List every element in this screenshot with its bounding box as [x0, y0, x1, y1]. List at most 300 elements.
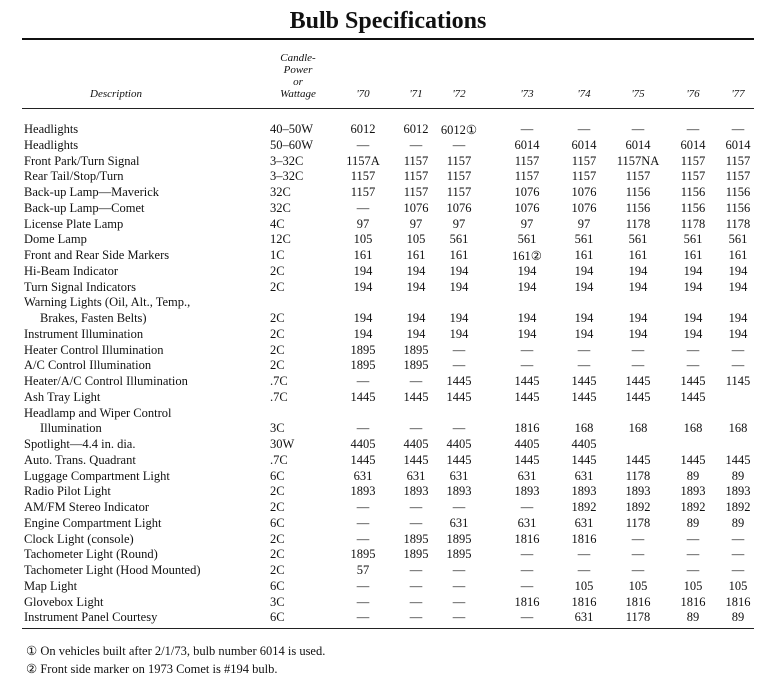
row-value: 631	[449, 515, 469, 530]
row-value: 1893	[403, 484, 429, 499]
row-value: 194	[628, 279, 648, 294]
row-description: Headlights	[24, 122, 79, 136]
row-candle-power: 6C	[270, 468, 285, 483]
row-value: 89	[731, 468, 745, 483]
row-value: —	[356, 200, 370, 215]
page-title: Bulb Specifications	[289, 8, 487, 34]
table-row	[0, 563, 776, 579]
row-value: 1157	[625, 169, 651, 184]
row-candle-power: 12C	[270, 232, 291, 247]
row-value: 1157	[446, 153, 472, 168]
row-value: —	[577, 122, 591, 136]
row-value: 1893	[625, 484, 651, 499]
row-value: 1445	[571, 452, 597, 467]
row-value: 631	[574, 468, 594, 483]
table-row	[0, 232, 776, 248]
row-value: 1157	[350, 185, 376, 199]
row-value: 1445	[514, 389, 540, 404]
row-value: 161	[574, 248, 594, 262]
row-candle-power: 3C	[270, 594, 285, 609]
row-value: 1892	[625, 500, 651, 514]
row-value: —	[409, 374, 423, 388]
row-value: 1816	[625, 594, 651, 609]
row-value: 194	[406, 263, 426, 278]
row-value: 1156	[725, 200, 751, 215]
table-row	[0, 169, 776, 185]
row-value: 168	[683, 421, 703, 436]
row-description: Heater Control Illumination	[24, 342, 164, 357]
row-value: 1157	[403, 185, 429, 199]
row-value: —	[520, 578, 534, 593]
header-year: '71	[409, 88, 423, 100]
row-value: 1445	[403, 389, 429, 404]
row-value: 194	[449, 263, 469, 278]
row-value: 105	[353, 232, 373, 247]
table-row	[0, 390, 776, 406]
header-year: '76	[686, 88, 700, 100]
footnote-2: ② Front side marker on 1973 Comet is #194 bulb.	[26, 662, 278, 676]
row-value: —	[520, 342, 534, 357]
header-cp-line: Candle-	[280, 52, 316, 64]
row-description: A/C Control Illumination	[24, 358, 152, 373]
row-value: 194	[683, 326, 703, 341]
row-value: —	[731, 342, 745, 357]
row-value: 168	[728, 421, 748, 436]
row-value: 161	[406, 248, 426, 262]
row-value: —	[731, 547, 745, 562]
row-value: 1892	[725, 500, 751, 514]
row-value: 1445	[680, 452, 706, 467]
table-row	[0, 610, 776, 626]
row-description: Front Park/Turn Signal	[24, 153, 140, 168]
row-candle-power: 2C	[270, 263, 285, 278]
header-candle-power	[262, 52, 334, 100]
row-value: 161	[728, 248, 748, 262]
row-value: 1445	[571, 374, 597, 388]
table-row	[0, 500, 776, 516]
table-row	[0, 358, 776, 374]
row-description: Luggage Compartment Light	[24, 468, 170, 483]
row-value: 105	[406, 232, 426, 247]
table-row	[0, 264, 776, 280]
row-value: 6014	[571, 137, 597, 152]
row-value: —	[409, 137, 423, 152]
bottom-rule	[22, 628, 754, 629]
row-value: 1893	[446, 484, 472, 499]
row-description: Illumination	[40, 421, 102, 436]
row-value: 561	[628, 232, 648, 247]
row-value: —	[356, 515, 370, 530]
row-value: —	[452, 137, 466, 152]
row-value: 194	[728, 263, 748, 278]
row-value: 6012	[403, 122, 429, 136]
row-candle-power: 40–50W	[270, 122, 314, 136]
row-value: —	[731, 122, 745, 136]
header-year: '74	[577, 88, 591, 100]
row-value: 194	[683, 311, 703, 325]
row-value: 1157	[514, 153, 540, 168]
row-value: —	[452, 610, 466, 625]
row-value: 1895	[403, 358, 429, 373]
row-value: 561	[728, 232, 748, 247]
row-value: 1816	[514, 594, 540, 609]
row-value: 631	[574, 610, 594, 625]
row-value: 194	[406, 279, 426, 294]
row-value: —	[631, 122, 645, 136]
row-value: 631	[353, 468, 373, 483]
row-value: 168	[628, 421, 648, 436]
table-row	[0, 453, 776, 469]
row-value: —	[577, 547, 591, 562]
row-value: 194	[683, 279, 703, 294]
row-value: 1816	[571, 531, 597, 546]
table-row	[0, 579, 776, 595]
row-value: 161②	[512, 249, 542, 263]
table-row	[0, 595, 776, 611]
row-value: 631	[517, 515, 537, 530]
row-value: 194	[574, 326, 594, 341]
row-description: Clock Light (console)	[24, 531, 134, 546]
row-candle-power: 6C	[270, 610, 285, 625]
table-row	[0, 532, 776, 548]
header-year: '72	[452, 88, 466, 100]
row-value: 97	[577, 216, 591, 231]
row-candle-power: 6C	[270, 578, 285, 593]
row-value: —	[356, 610, 370, 625]
row-value: 1445	[514, 452, 540, 467]
row-description: Tachometer Light (Hood Mounted)	[24, 563, 201, 577]
row-candle-power: 50–60W	[270, 137, 314, 152]
row-value: 561	[574, 232, 594, 247]
row-value: 1178	[625, 515, 651, 530]
header-year: '70	[356, 88, 370, 100]
row-value: —	[631, 358, 645, 373]
row-value: —	[409, 610, 423, 625]
row-value: —	[631, 563, 645, 577]
row-value: 161	[449, 248, 469, 262]
row-value: 1893	[514, 484, 540, 499]
row-description: Heater/A/C Control Illumination	[24, 374, 188, 388]
row-value: —	[520, 610, 534, 625]
row-value: 194	[449, 279, 469, 294]
row-value: 1145	[725, 374, 751, 388]
row-value: 194	[353, 279, 373, 294]
row-value: 168	[574, 421, 594, 436]
row-value: 1445	[446, 389, 472, 404]
row-description: Rear Tail/Stop/Turn	[24, 169, 124, 184]
row-value: 1157	[446, 185, 472, 199]
row-value: 105	[683, 578, 703, 593]
row-candle-power: 3–32C	[270, 169, 304, 184]
row-value: 194	[353, 263, 373, 278]
row-value: 194	[517, 263, 537, 278]
row-value: 1445	[514, 374, 540, 388]
row-candle-power: 2C	[270, 311, 285, 325]
row-value: —	[731, 531, 745, 546]
row-value: 631	[517, 468, 537, 483]
row-description: License Plate Lamp	[24, 216, 124, 231]
row-value: 561	[449, 232, 469, 247]
table-row	[0, 484, 776, 500]
row-value: 1178	[625, 468, 651, 483]
row-value: 97	[452, 216, 466, 231]
row-description: Hi-Beam Indicator	[24, 263, 119, 278]
row-value: 1156	[625, 200, 651, 215]
row-value: 1156	[625, 185, 651, 199]
row-value: 161	[683, 248, 703, 262]
row-value: —	[452, 342, 466, 357]
row-value: 1157	[571, 153, 597, 168]
row-value: 161	[353, 248, 373, 262]
row-value: 1178	[625, 216, 651, 231]
row-value: 194	[574, 311, 594, 325]
row-value: 105	[574, 578, 594, 593]
row-value: 1076	[571, 185, 597, 199]
row-candle-power: 2C	[270, 547, 285, 562]
row-value: —	[452, 594, 466, 609]
row-value: 1178	[725, 216, 751, 231]
table-row	[0, 327, 776, 343]
row-value: —	[409, 421, 423, 436]
table-row	[0, 201, 776, 217]
row-value: 1076	[403, 200, 429, 215]
row-candle-power: 2C	[270, 563, 285, 577]
row-value: 1076	[514, 200, 540, 215]
row-description: Warning Lights (Oil, Alt., Temp.,	[24, 295, 191, 310]
table-row	[0, 469, 776, 485]
row-value: 161	[628, 248, 648, 262]
row-description: Ash Tray Light	[24, 389, 101, 404]
table-row	[0, 374, 776, 390]
row-value: 4405	[446, 437, 472, 451]
row-value: 1895	[350, 547, 376, 562]
row-value: 1157	[403, 153, 429, 168]
row-value: 1076	[571, 200, 597, 215]
row-value: 1157	[403, 169, 429, 184]
row-description: Radio Pilot Light	[24, 484, 111, 499]
row-value: 1445	[446, 374, 472, 388]
row-description: Dome Lamp	[24, 232, 87, 247]
header-description: Description	[90, 88, 142, 100]
row-value: —	[577, 342, 591, 357]
row-value: —	[356, 421, 370, 436]
row-value: 97	[409, 216, 423, 231]
row-value: 1156	[725, 185, 751, 199]
row-value: 4405	[403, 437, 429, 451]
row-value: 1895	[350, 342, 376, 357]
row-value: 1445	[350, 389, 376, 404]
row-description: Instrument Illumination	[24, 326, 144, 341]
row-candle-power: 30W	[270, 437, 295, 451]
row-value: 6014	[725, 137, 751, 152]
row-value: 194	[517, 311, 537, 325]
row-value: 105	[728, 578, 748, 593]
row-value: 194	[517, 279, 537, 294]
table-row	[0, 122, 776, 138]
row-value: —	[686, 531, 700, 546]
header-cp-line: Wattage	[280, 88, 316, 100]
row-value: 194	[728, 326, 748, 341]
row-value: 1156	[680, 200, 706, 215]
header-cp-line: or	[293, 76, 303, 88]
row-description: Glovebox Light	[24, 594, 104, 609]
row-description: Turn Signal Indicators	[24, 279, 137, 294]
row-value: 1157	[680, 153, 706, 168]
row-value: 194	[517, 326, 537, 341]
row-value: —	[731, 563, 745, 577]
row-value: 194	[628, 311, 648, 325]
row-value: 1157	[446, 169, 472, 184]
row-value: 105	[628, 578, 648, 593]
row-value: —	[409, 515, 423, 530]
row-value: 97	[520, 216, 534, 231]
row-value: 1893	[571, 484, 597, 499]
row-value: 631	[449, 468, 469, 483]
row-value: —	[409, 578, 423, 593]
row-value: 1157	[680, 169, 706, 184]
row-value: —	[520, 547, 534, 562]
row-value: —	[577, 358, 591, 373]
row-value: 1893	[350, 484, 376, 499]
row-value: 89	[731, 515, 745, 530]
row-value: 631	[574, 515, 594, 530]
row-value: 1445	[680, 374, 706, 388]
row-value: 1445	[350, 452, 376, 467]
row-value: —	[686, 563, 700, 577]
row-value: —	[520, 563, 534, 577]
table-row	[0, 406, 776, 422]
row-value: 89	[686, 468, 700, 483]
row-value: 194	[683, 263, 703, 278]
footnote-1: ① On vehicles built after 2/1/73, bulb number 6014 is used.	[26, 644, 326, 658]
row-value: 194	[628, 326, 648, 341]
row-value: 4405	[514, 437, 540, 451]
row-value: 6014	[625, 137, 651, 152]
row-value: —	[356, 374, 370, 388]
row-value: 1893	[680, 484, 706, 499]
top-rule	[22, 38, 754, 40]
row-value: 1157A	[346, 153, 380, 168]
row-value: —	[356, 578, 370, 593]
row-value: 1445	[446, 452, 472, 467]
row-value: 561	[517, 232, 537, 247]
row-value: 631	[406, 468, 426, 483]
table-row	[0, 295, 776, 311]
table-row	[0, 516, 776, 532]
row-value: 4405	[571, 437, 597, 451]
row-description: Spotlight—4.4 in. dia.	[24, 437, 136, 451]
row-candle-power: 2C	[270, 500, 285, 514]
row-value: 1816	[725, 594, 751, 609]
row-value: —	[452, 578, 466, 593]
row-value: 6012	[350, 122, 376, 136]
row-description: Back-up Lamp—Maverick	[24, 185, 160, 199]
row-value: —	[409, 563, 423, 577]
row-value: —	[409, 594, 423, 609]
row-value: 1445	[725, 452, 751, 467]
row-value: 1895	[403, 342, 429, 357]
row-value: 1445	[625, 452, 651, 467]
row-value: 1816	[514, 421, 540, 436]
table-row	[0, 217, 776, 233]
row-value: —	[356, 594, 370, 609]
row-candle-power: 6C	[270, 515, 285, 530]
row-value: —	[686, 358, 700, 373]
row-value: 1445	[625, 389, 651, 404]
row-value: 4405	[350, 437, 376, 451]
row-value: 194	[574, 263, 594, 278]
row-candle-power: 2C	[270, 279, 285, 294]
row-value: —	[520, 122, 534, 136]
row-value: 1157NA	[616, 153, 660, 168]
row-value: —	[452, 421, 466, 436]
row-candle-power: 1C	[270, 248, 285, 262]
row-candle-power: .7C	[270, 452, 288, 467]
row-value: 561	[683, 232, 703, 247]
row-value: 89	[686, 515, 700, 530]
table-row	[0, 185, 776, 201]
row-description: Headlamp and Wiper Control	[24, 405, 172, 420]
row-value: 89	[731, 610, 745, 625]
table-row	[0, 138, 776, 154]
table-row	[0, 154, 776, 170]
row-value: 1892	[680, 500, 706, 514]
row-value: —	[686, 342, 700, 357]
row-description: Engine Compartment Light	[24, 515, 162, 530]
row-value: 6014	[680, 137, 706, 152]
row-value: 1445	[680, 389, 706, 404]
row-value: 89	[686, 610, 700, 625]
row-value: 1895	[403, 531, 429, 546]
row-value: 1445	[403, 452, 429, 467]
row-value: 194	[353, 311, 373, 325]
row-value: —	[452, 358, 466, 373]
row-value: 1816	[571, 594, 597, 609]
row-value: 1178	[680, 216, 706, 231]
row-value: —	[452, 500, 466, 514]
row-value: 1076	[446, 200, 472, 215]
row-description: Instrument Panel Courtesy	[24, 610, 158, 625]
header-year: '75	[631, 88, 645, 100]
row-value: 194	[406, 311, 426, 325]
row-value: 1157	[350, 169, 376, 184]
row-candle-power: 4C	[270, 216, 285, 231]
row-value: 194	[449, 326, 469, 341]
row-candle-power: 32C	[270, 185, 291, 199]
table-row	[0, 421, 776, 437]
row-candle-power: 3–32C	[270, 153, 304, 168]
row-value: 1895	[350, 358, 376, 373]
row-description: Auto. Trans. Quadrant	[24, 452, 136, 467]
row-value: 6012①	[440, 123, 478, 137]
row-candle-power: 2C	[270, 531, 285, 546]
table-row	[0, 343, 776, 359]
table-row	[0, 311, 776, 327]
row-value: 194	[628, 263, 648, 278]
table-row	[0, 248, 776, 264]
row-description: Front and Rear Side Markers	[24, 248, 170, 262]
table-row	[0, 437, 776, 453]
row-value: 6014	[514, 137, 540, 152]
row-candle-power: .7C	[270, 389, 288, 404]
row-value: 1895	[446, 547, 472, 562]
row-value: 1157	[571, 169, 597, 184]
row-candle-power: 2C	[270, 358, 285, 373]
row-description: Map Light	[24, 578, 78, 593]
row-value: 1445	[571, 389, 597, 404]
table-row	[0, 547, 776, 563]
row-value: —	[577, 563, 591, 577]
